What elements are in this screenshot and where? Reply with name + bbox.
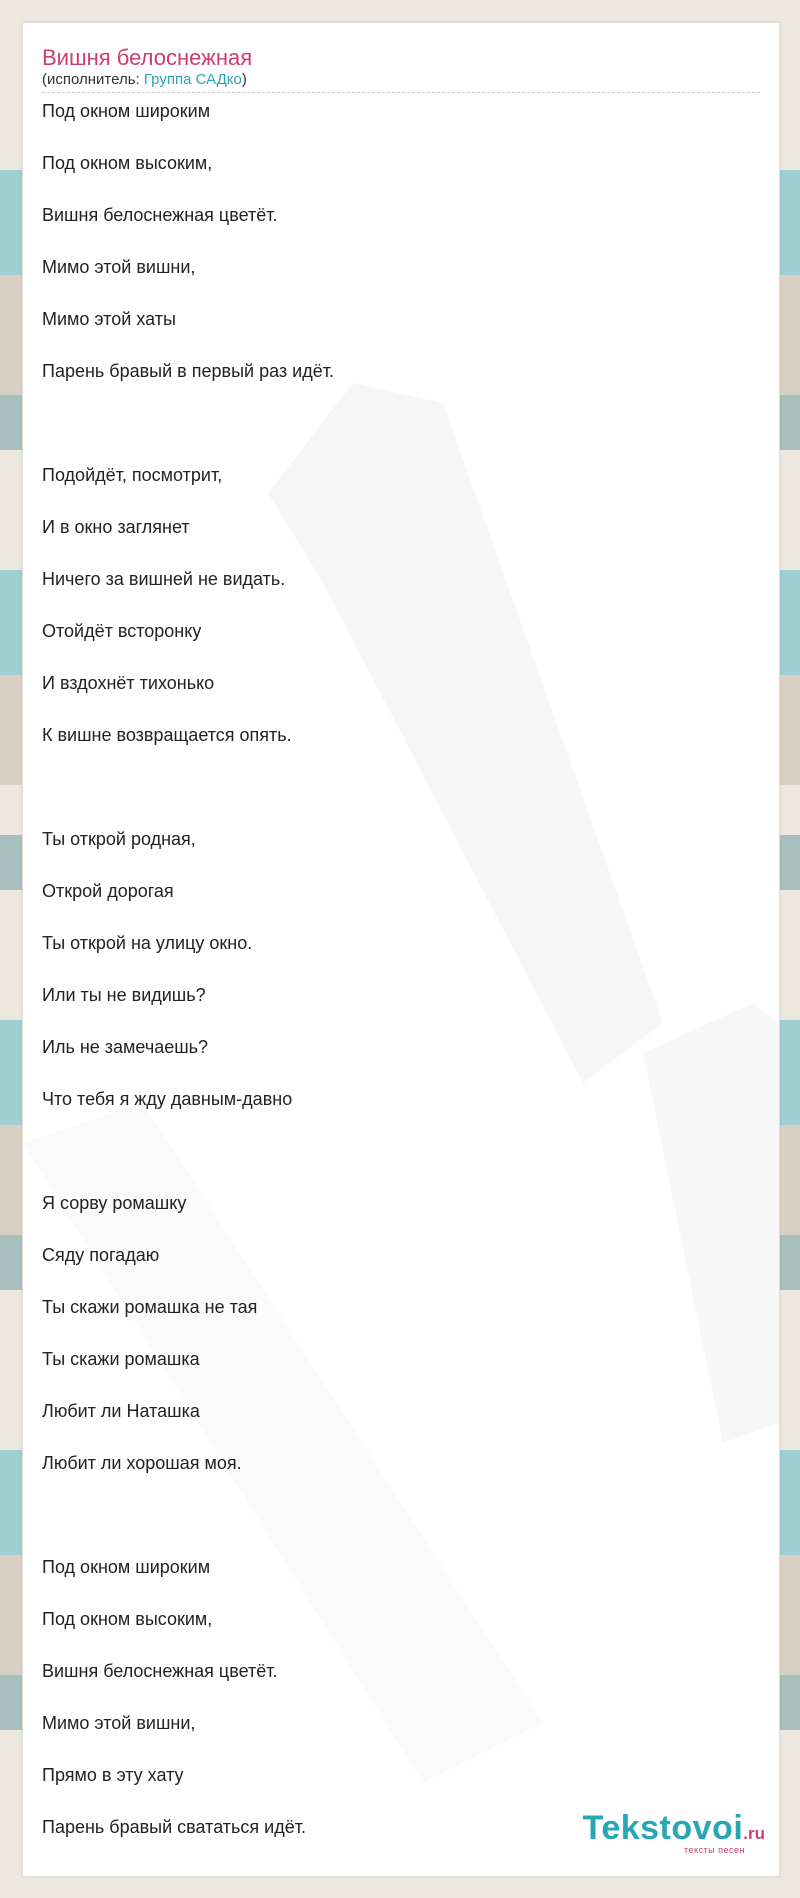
artist-prefix: (исполнитель: bbox=[42, 71, 144, 88]
lyric-line: И в окно заглянет bbox=[42, 517, 190, 537]
lyric-line: Сяду погадаю bbox=[42, 1245, 160, 1265]
lyric-line: Мимо этой вишни, bbox=[42, 257, 196, 277]
stanza-break bbox=[42, 777, 760, 829]
lyric-line: Открой дорогая bbox=[42, 881, 174, 901]
lyric-line: Под окном высоким, bbox=[42, 1609, 213, 1629]
stanza-break bbox=[42, 413, 760, 465]
lyric-line: Вишня белоснежная цветёт. bbox=[42, 1661, 278, 1681]
lyric-line: Парень бравый в первый раз идёт. bbox=[42, 361, 334, 381]
lyric-line: Любит ли Наташка bbox=[42, 1401, 200, 1421]
lyric-line: К вишне возвращается опять. bbox=[42, 725, 292, 745]
lyric-line: Ничего за вишней не видать. bbox=[42, 569, 286, 589]
lyric-line: Прямо в эту хату bbox=[42, 1765, 184, 1785]
artist-line bbox=[42, 71, 760, 93]
lyric-line: Парень бравый свататься идёт. bbox=[42, 1817, 306, 1837]
lyric-line: И вздохнёт тихонько bbox=[42, 673, 215, 693]
lyric-line: Ты скажи ромашка bbox=[42, 1349, 200, 1369]
song-content bbox=[42, 45, 760, 1869]
stanza-break bbox=[42, 1505, 760, 1557]
lyric-line: Мимо этой хаты bbox=[42, 309, 176, 329]
lyric-line: Под окном широким bbox=[42, 101, 211, 121]
lyric-line: Мимо этой вишни, bbox=[42, 1713, 196, 1733]
lyrics-card bbox=[22, 22, 780, 1877]
stanza-break bbox=[42, 1141, 760, 1193]
logo-tagline: тексты песен bbox=[683, 1845, 745, 1855]
lyric-line: Вишня белоснежная цветёт. bbox=[42, 205, 278, 225]
site-logo[interactable] bbox=[545, 1809, 765, 1855]
logo-domain-suffix: .ru bbox=[743, 1824, 765, 1843]
logo-wordmark: Tekstovoi bbox=[582, 1809, 744, 1847]
lyric-line: Или ты не видишь? bbox=[42, 985, 206, 1005]
lyric-line: Что тебя я жду давным-давно bbox=[42, 1089, 293, 1109]
lyric-line: Иль не замечаешь? bbox=[42, 1037, 209, 1057]
lyric-line: Под окном широким bbox=[42, 1557, 211, 1577]
lyric-line: Отойдёт всторонку bbox=[42, 621, 202, 641]
lyrics-text bbox=[42, 101, 760, 1869]
artist-suffix: ) bbox=[241, 71, 247, 88]
lyric-line: Любит ли хорошая моя. bbox=[42, 1453, 242, 1473]
lyric-line: Подойдёт, посмотрит, bbox=[42, 465, 223, 485]
lyric-line: Ты скажи ромашка не тая bbox=[42, 1297, 258, 1317]
lyric-line: Под окном высоким, bbox=[42, 153, 213, 173]
lyric-line: Ты открой на улицу окно. bbox=[42, 933, 253, 953]
song-title: Вишня белоснежная bbox=[42, 45, 253, 70]
artist-link[interactable]: Группа САДко bbox=[143, 71, 242, 88]
lyric-line: Ты открой родная, bbox=[42, 829, 196, 849]
lyric-line: Я сорву ромашку bbox=[42, 1193, 187, 1213]
